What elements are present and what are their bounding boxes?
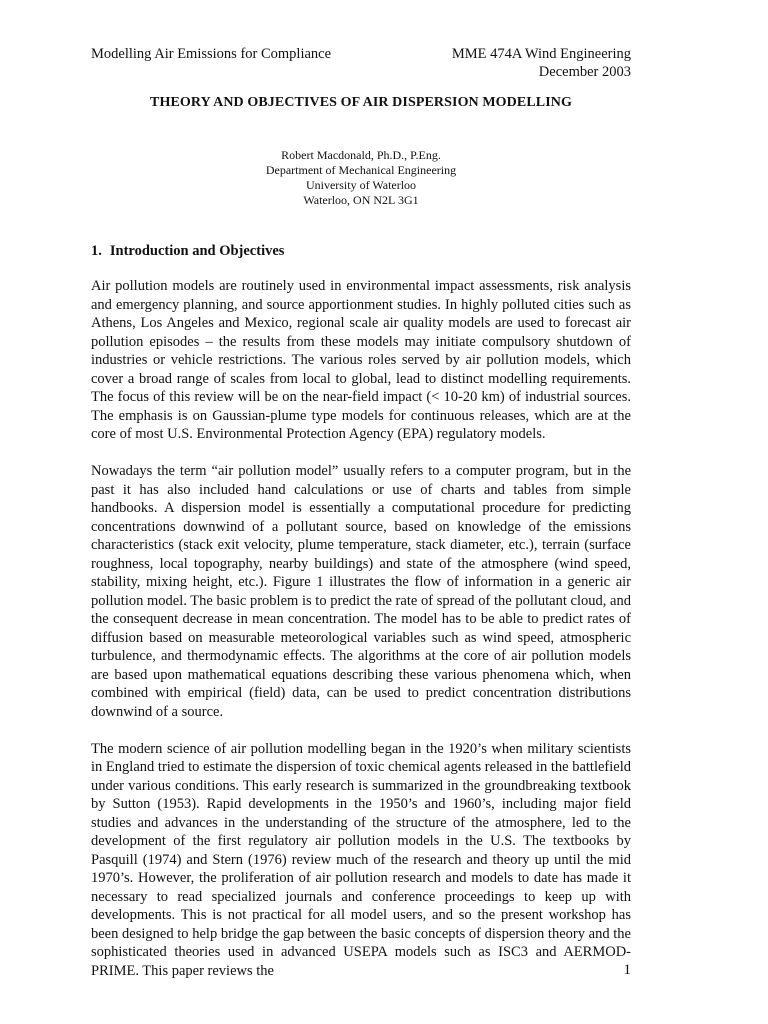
author-block [91, 148, 631, 208]
header-date: December 2003 [538, 64, 631, 80]
page-number: 1 [623, 962, 631, 978]
paragraph-2: Nowadays the term “air pollution model” usually refers to a computer program, but in the past it has also included hand calculations or use of charts and tables from simple handbooks. A dispersion model is essentially a computational procedure for predicting concentrations downwind of a pollutant source, based on knowledge of the emissions characteristics (stack exit velocity, plume temperature, stack diameter, etc.), terrain (surface roughness, local topography, nearby buildings) and state of the atmosphere (wind speed, stability, mixing height, etc.). Figure 1 illustrates the flow of information in a generic air pollution model. The basic problem is to predict the rate of spread of the pollutant cloud, and the consequent decrease in mean concentration. The model has to be able to predict rates of diffusion based on measurable meteorological variables such as wind speed, atmospheric turbulence, and thermodynamic effects. The algorithms at the core of air pollution models are based upon mathematical equations describing these various phenomena which, when combined with empirical (field) data, can be used to predict concentration distributions downwind of a source. [91, 463, 631, 720]
body-text [91, 277, 631, 999]
running-header-right [452, 45, 631, 81]
author-university: University of Waterloo [305, 178, 417, 192]
author-location: Waterloo, ON N2L 3G1 [303, 193, 419, 207]
paragraph-1: Air pollution models are routinely used in environmental impact assessments, risk analysis and emergency planning, and source apportionment studies. In highly polluted cities such as Athens, Los Angeles and Mexico, regional scale air quality models are used to forecast air pollution episodes – the results from these models may initiate compulsory shutdown of industries or vehicle restrictions. The various roles served by air pollution models, which cover a broad range of scales from local to global, lead to distinct modelling requirements. The focus of this review will be on the near-field impact (< 10-20 km) of industrial sources. The emphasis is on Gaussian-plume type models for continuous releases, which are at the core of most U.S. Environmental Protection Agency (EPA) regulatory models. [91, 278, 631, 442]
running-header-left: Modelling Air Emissions for Compliance [91, 46, 332, 62]
author-department: Department of Mechanical Engineering [265, 163, 457, 177]
course-label: MME 474A Wind Engineering [451, 46, 631, 62]
paragraph-3: The modern science of air pollution modelling began in the 1920’s when military scientists in England tried to estimate the dispersion of toxic chemical agents released in the battlefield under various conditions. This early research is summarized in the groundbreaking textbook by Sutton (1953). Rapid developments in the 1950’s and 1960’s, including major field studies and advances in the understanding of the structure of the atmosphere, led to the development of the first regulatory air pollution models in the U.S. The textbooks by Pasquill (1974) and Stern (1976) review much of the research and theory up until the mid 1970’s. However, the proliferation of air pollution research and models to date has made it necessary to read specialized journals and conference proceedings to keep up with developments. This is not practical for all model users, and so the present workshop has been designed to help bridge the gap between the basic concepts of dispersion theory and the sophisticated theories used in advanced USEPA models such as ISC3 and AERMOD-PRIME. This paper reviews the [91, 740, 631, 979]
section-number: 1. [91, 243, 102, 259]
author-name: Robert Macdonald, Ph.D., P.Eng. [281, 148, 441, 162]
section-heading [91, 243, 284, 260]
paper-title: THEORY AND OBJECTIVES OF AIR DISPERSION MODELLING [150, 95, 572, 110]
section-title: Introduction and Objectives [109, 243, 285, 259]
